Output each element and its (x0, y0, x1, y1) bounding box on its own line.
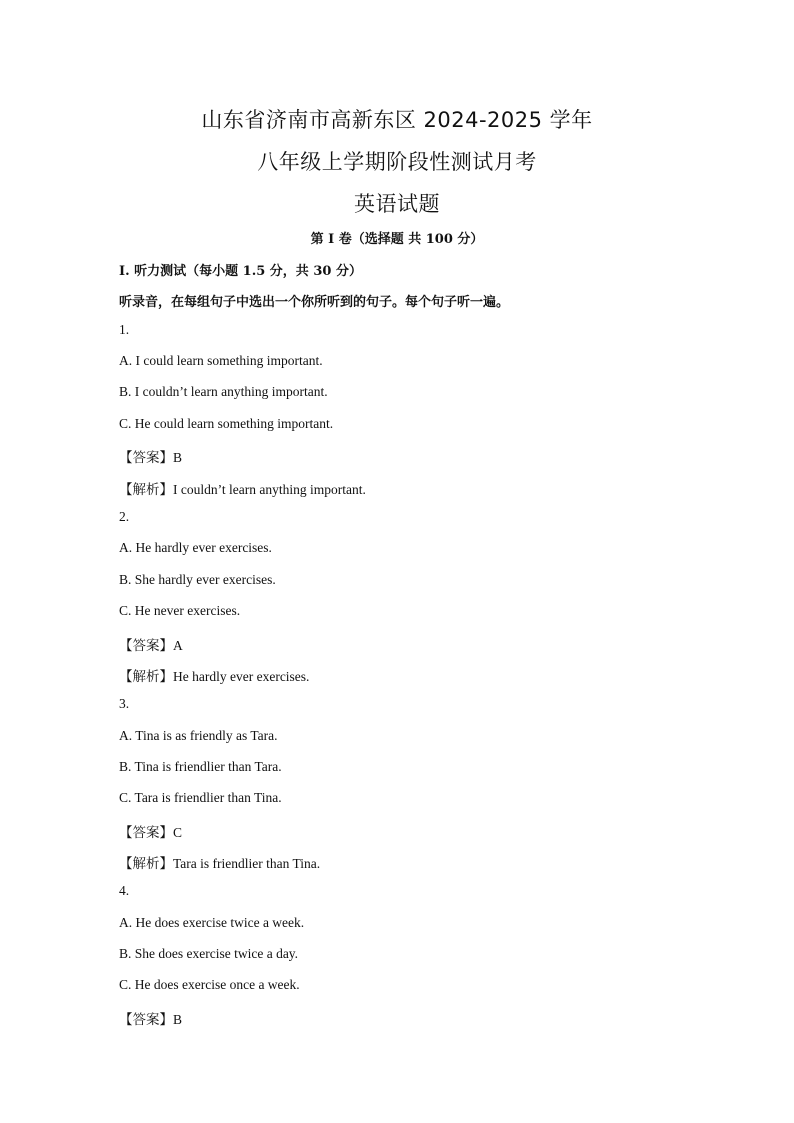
question-number: 1. (119, 322, 130, 337)
title-line-1: 山东省济南市高新东区 2024-2025 学年 (201, 108, 593, 132)
option-a: A. Tina is as friendly as Tara. (119, 728, 278, 743)
title-line-2: 八年级上学期阶段性测试月考 (257, 150, 537, 174)
analysis: 【解析】I couldn’t learn anything important. (119, 482, 366, 497)
answer: 【答案】B (119, 450, 183, 465)
question-number: 4. (119, 883, 130, 898)
section-instruction: 听录音，在每组句子中选出一个你所听到的句子。每个句子听一遍。 (119, 295, 510, 310)
question-number: 2. (119, 509, 130, 524)
option-b: B. She hardly ever exercises. (119, 572, 276, 587)
answer: 【答案】A (119, 638, 183, 653)
analysis: 【解析】Tara is friendlier than Tina. (119, 856, 321, 871)
option-a: A. He does exercise twice a week. (119, 915, 305, 930)
option-a: A. He hardly ever exercises. (119, 540, 272, 555)
option-c: C. Tara is friendlier than Tina. (119, 790, 282, 805)
option-c: C. He could learn something important. (119, 416, 334, 431)
option-a: A. I could learn something important. (119, 353, 323, 368)
volume-heading: 第 I 卷（选择题 共 100 分） (310, 232, 484, 247)
question-number: 3. (119, 696, 130, 711)
analysis: 【解析】He hardly ever exercises. (119, 669, 310, 684)
option-b: B. Tina is friendlier than Tara. (119, 759, 282, 774)
answer: 【答案】B (119, 1012, 183, 1027)
option-c: C. He never exercises. (119, 603, 241, 618)
option-b: B. I couldn’t learn anything important. (119, 384, 328, 399)
title-line-3: 英语试题 (354, 192, 440, 216)
option-b: B. She does exercise twice a day. (119, 946, 299, 961)
answer: 【答案】C (119, 825, 183, 840)
option-c: C. He does exercise once a week. (119, 977, 300, 992)
section-heading: I. 听力测试（每小题 1.5 分，共 30 分） (119, 264, 362, 279)
